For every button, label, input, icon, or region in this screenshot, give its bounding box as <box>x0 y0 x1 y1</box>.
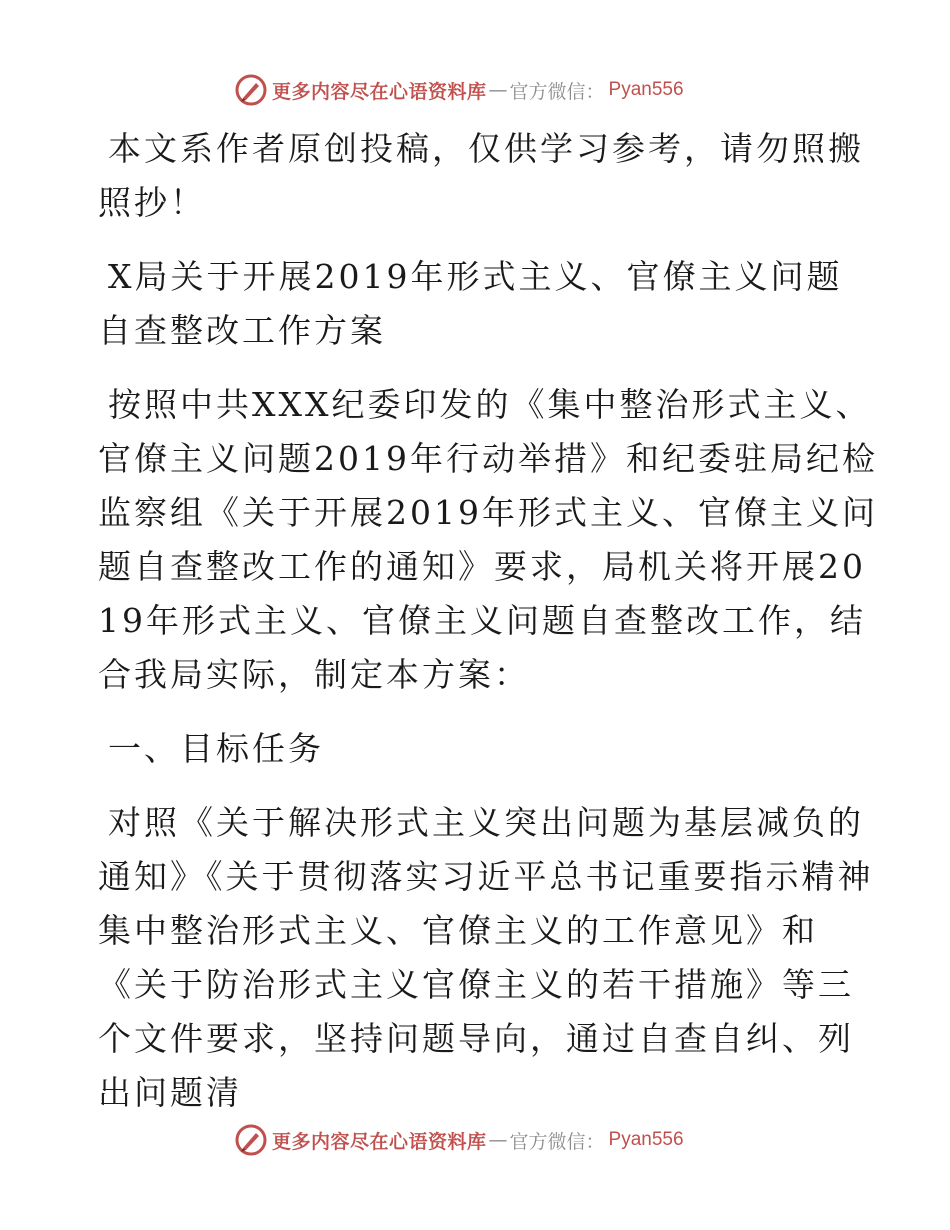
banner-text: 更多内容尽在心语资料库 <box>272 1130 487 1153</box>
banner-separator: — <box>488 1129 508 1151</box>
section-heading: 一、目标任务 <box>108 729 324 768</box>
document-body <box>98 122 878 1140</box>
intro-paragraph: 按照中共XXX纪委印发的《集中整治形式主义、官僚主义问题2019年行动举措》和纪委驻局纪检监察组《关于开展2019年形式主义、官僚主义问题自查整改工作的通知》要求，局机关将开展2019年形式主义、官僚主义问题自查整改工作，结合我局实际，制定本方案： <box>98 385 878 694</box>
pen-logo-icon <box>234 73 268 107</box>
copyright-notice: 本文系作者原创投稿，仅供学习参考，请勿照搬照抄！ <box>98 129 864 222</box>
footer-banner <box>234 1122 684 1158</box>
banner-text: 更多内容尽在心语资料库 <box>272 80 487 103</box>
banner-wechat-id: Pyan556 <box>608 1129 684 1150</box>
banner-wechat-label: 官方微信： <box>509 80 605 103</box>
header-banner <box>234 72 684 108</box>
section-paragraph: 对照《关于解决形式主义突出问题为基层减负的通知》《关于贯彻落实习近平总书记重要指示精神集中整治形式主义、官僚主义的工作意见》和《关于防治形式主义官僚主义的若干措施》等三个文件要求，坚持问题导向，通过自查自纠、列出问题清 <box>98 803 874 1112</box>
banner-wechat-id: Pyan556 <box>608 79 684 100</box>
pen-logo-icon <box>234 1123 268 1157</box>
banner-wechat-label: 官方微信： <box>509 1130 605 1153</box>
banner-separator: — <box>488 79 508 101</box>
document-title: X局关于开展2019年形式主义、官僚主义问题自查整改工作方案 <box>98 257 843 350</box>
